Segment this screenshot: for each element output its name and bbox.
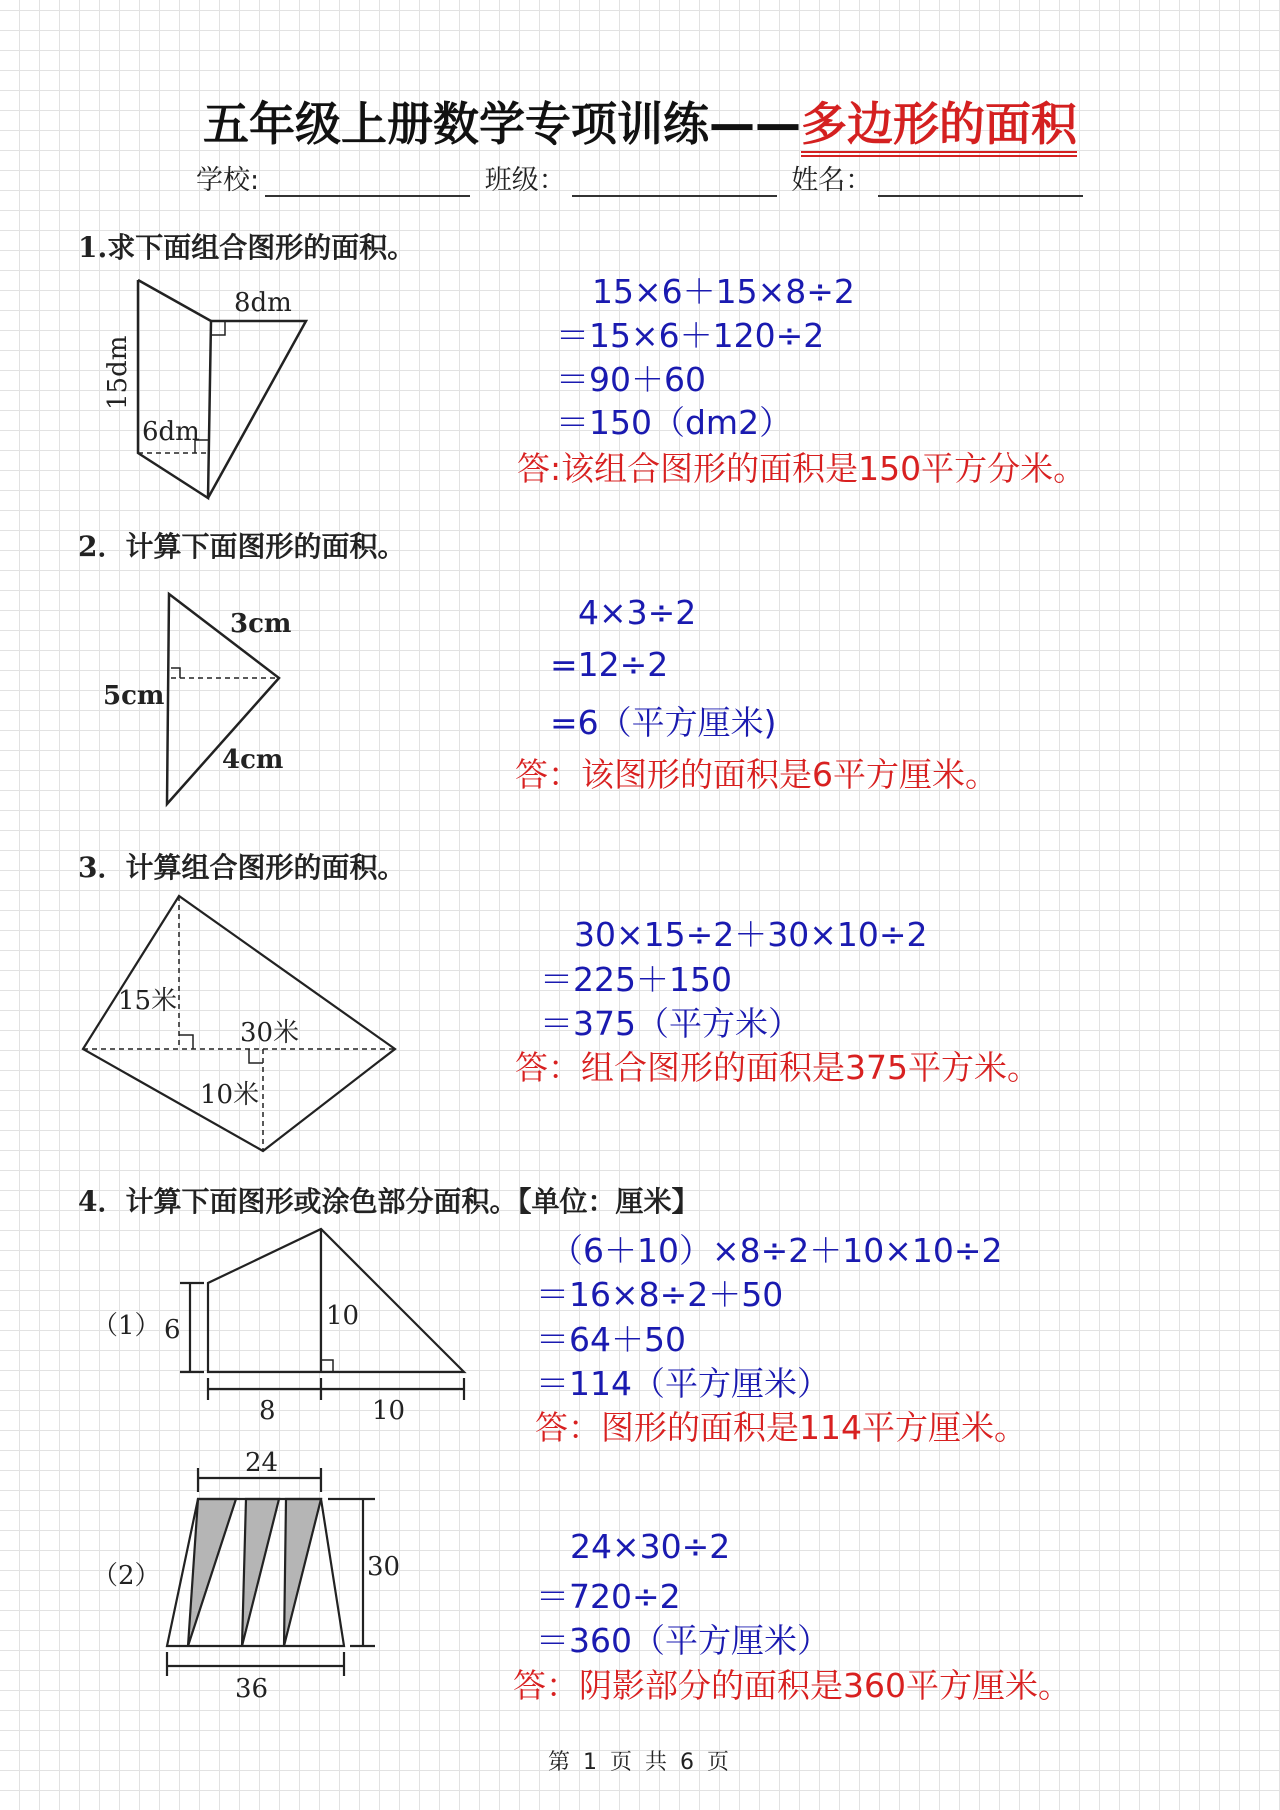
student-info: 学校: 班级： 姓名： xyxy=(196,158,1089,197)
q2-answer: 答：该图形的面积是6平方厘米。 xyxy=(515,755,998,794)
q1-label-left: 15dm xyxy=(103,335,133,410)
title-highlight: 多边形的面积 xyxy=(801,97,1077,157)
q4-2-figure xyxy=(167,1468,375,1676)
q4-1-label-mid: 10 xyxy=(326,1301,360,1331)
q2-label-b: 5cm xyxy=(103,681,165,711)
q1-answer: 答:该组合图形的面积是150平方分米。 xyxy=(517,449,1087,488)
q2-line: =6（平方厘米) xyxy=(550,703,777,742)
q4-2-line: ＝720÷2 xyxy=(536,1577,681,1616)
q3-answer: 答：组合图形的面积是375平方米。 xyxy=(515,1048,1040,1087)
q4-1-figure xyxy=(180,1229,464,1400)
q1-label-top: 8dm xyxy=(234,288,292,318)
q3-heading: 3．计算组合图形的面积。 xyxy=(78,851,406,884)
q4-2-line: 24×30÷2 xyxy=(570,1527,731,1566)
q4-2-answer: 答：阴影部分的面积是360平方厘米。 xyxy=(513,1666,1071,1705)
page-title: 五年级上册数学专项训练——多边形的面积 xyxy=(0,88,1280,154)
q2-heading: 2．计算下面图形的面积。 xyxy=(78,530,406,563)
q4-2-label-h: 30 xyxy=(367,1552,401,1582)
q1-line: 15×6＋15×8÷2 xyxy=(592,272,855,311)
q4-2-tag: （2） xyxy=(92,1561,161,1591)
q3-figure xyxy=(83,896,395,1151)
q3-line: ＝375（平方米） xyxy=(540,1004,801,1043)
q4-1-line: ＝64＋50 xyxy=(536,1320,686,1359)
q2-label-a: 3cm xyxy=(230,609,292,639)
q1-line: ＝150（dm2） xyxy=(556,403,793,442)
q1-line: ＝15×6＋120÷2 xyxy=(556,316,825,355)
q2-line: =12÷2 xyxy=(550,645,669,684)
q4-2-label-bottom: 36 xyxy=(235,1674,269,1704)
q4-2-label-top: 24 xyxy=(245,1448,279,1478)
q4-1-line: ＝16×8÷2＋50 xyxy=(536,1275,784,1314)
q1-line: ＝90＋60 xyxy=(556,360,706,399)
q3-label-c: 10米 xyxy=(200,1080,260,1110)
q4-1-line: （6＋10）×8÷2＋10×10÷2 xyxy=(550,1231,1003,1270)
q3-line: ＝225＋150 xyxy=(540,960,732,999)
q4-heading: 4．计算下面图形或涂色部分面积。【单位：厘米】 xyxy=(78,1185,700,1218)
page-footer: 第 1 页 共 6 页 xyxy=(548,1750,732,1775)
q4-1-label-b1: 8 xyxy=(259,1396,276,1426)
q4-1-answer: 答：图形的面积是114平方厘米。 xyxy=(535,1408,1027,1447)
q4-1-tag: （1） xyxy=(92,1311,161,1341)
q3-label-b: 30米 xyxy=(240,1018,300,1048)
q1-heading: 1.求下面组合图形的面积。 xyxy=(78,231,416,264)
q3-label-a: 15米 xyxy=(118,986,178,1016)
q4-2-line: ＝360（平方厘米） xyxy=(536,1621,830,1660)
q1-label-bottom: 6dm xyxy=(142,417,200,447)
q2-label-c: 4cm xyxy=(222,745,284,775)
q4-1-line: ＝114（平方厘米） xyxy=(536,1364,830,1403)
q2-line: 4×3÷2 xyxy=(578,593,697,632)
q4-1-label-h: 6 xyxy=(164,1315,181,1345)
q4-1-label-b2: 10 xyxy=(372,1396,406,1426)
q3-line: 30×15÷2＋30×10÷2 xyxy=(574,915,928,954)
